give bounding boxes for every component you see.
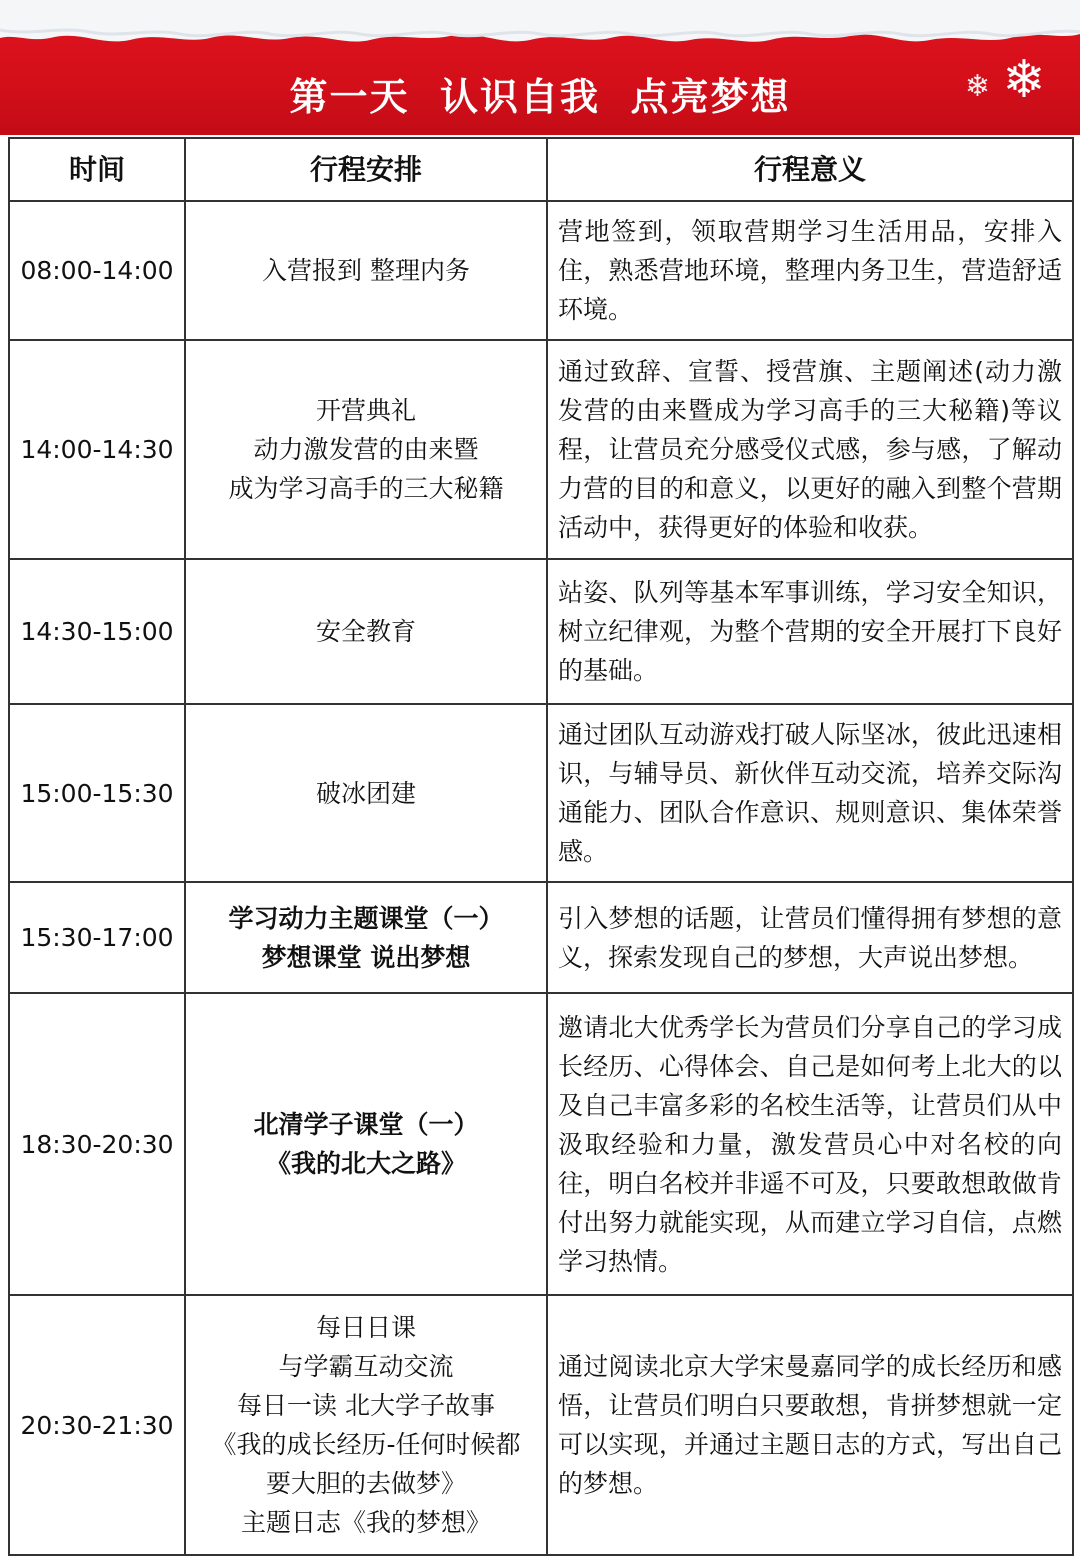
meaning-cell: 通过团队互动游戏打破人际坚冰，彼此迅速相识，与辅导员、新伙伴互动交流，培养交际沟通能力、团队合作意识、规则意识、集体荣誉感。 [547,704,1073,882]
plan-line: 每日一读 北大学子故事 [237,1391,495,1420]
plan-cell [185,993,547,1295]
table-row [9,559,1073,704]
meaning-cell: 引入梦想的话题，让营员们懂得拥有梦想的意义，探索发现自己的梦想，大声说出梦想。 [547,882,1073,993]
plan-line: 每日日课 [315,1313,416,1342]
snow-decoration [0,0,1080,60]
plan-cell [185,882,547,993]
plan-cell [185,340,547,559]
schedule-table [8,137,1074,1556]
header-meaning: 行程意义 [547,138,1073,201]
time-cell: 15:00-15:30 [9,704,185,882]
header-time: 时间 [9,138,185,201]
time-cell: 18:30-20:30 [9,993,185,1295]
time-cell: 20:30-21:30 [9,1295,185,1555]
meaning-cell: 通过致辞、宣誓、授营旗、主题阐述(动力激发营的由来暨成为学习高手的三大秘籍)等议程，让营员充分感受仪式感，参与感，了解动力营的目的和意义，以更好的融入到整个营期活动中，获得更好的体验和收获。 [547,340,1073,559]
plan-line: 与学霸互动交流 [278,1352,454,1381]
plan-line: 开营典礼 [315,396,416,425]
plan-cell [185,559,547,704]
day-title: 第一天 认识自我 点亮梦想 [289,75,791,119]
plan-cell [185,704,547,882]
plan-line: 《我的北大之路》 [265,1149,466,1178]
plan-line: 《我的成长经历-任何时候都 [211,1430,521,1459]
table-row [9,201,1073,340]
plan-line: 成为学习高手的三大秘籍 [228,474,504,503]
plan-line: 梦想课堂 说出梦想 [261,942,471,972]
table-row [9,704,1073,882]
snowflake-icon: ❄ [964,69,990,104]
snowflake-icon: ❄ [1002,50,1046,110]
header-row [9,138,1073,201]
time-cell: 15:30-17:00 [9,882,185,993]
plan-line: 主题日志《我的梦想》 [240,1508,491,1537]
plan-cell [185,1295,547,1555]
plan-line: 破冰团建 [315,778,416,808]
meaning-cell: 站姿、队列等基本军事训练，学习安全知识，树立纪律观，为整个营期的安全开展打下良好的基础。 [547,559,1073,704]
table-row [9,993,1073,1295]
time-cell: 08:00-14:00 [9,201,185,340]
meaning-cell: 邀请北大优秀学长为营员们分享自己的学习成长经历、心得体会、自己是如何考上北大的以及自己丰富多彩的名校生活等，让营员们从中汲取经验和力量，激发营员心中对名校的向往，明白名校并非遥不可及，只要敢想敢做肯付出努力就能实现，从而建立学习自信，点燃学习热情。 [547,993,1073,1295]
time-cell: 14:00-14:30 [9,340,185,559]
plan-line: 要大胆的去做梦》 [265,1469,466,1498]
table-row [9,1295,1073,1555]
header-plan: 行程安排 [185,138,547,201]
plan-cell [185,201,547,340]
plan-line: 北清学子课堂（一） [253,1110,479,1139]
plan-line: 入营报到 整理内务 [262,256,470,285]
meaning-cell: 营地签到，领取营期学习生活用品，安排入住，熟悉营地环境，整理内务卫生，营造舒适环境。 [547,201,1073,340]
title-banner [0,0,1080,135]
plan-line: 安全教育 [315,617,416,646]
plan-line: 动力激发营的由来暨 [253,435,479,464]
meaning-cell: 通过阅读北京大学宋曼嘉同学的成长经历和感悟，让营员们明白只要敢想，肯拼梦想就一定可以实现，并通过主题日志的方式，写出自己的梦想。 [547,1295,1073,1555]
time-cell: 14:30-15:00 [9,559,185,704]
table-row [9,882,1073,993]
table-row [9,340,1073,559]
plan-line: 学习动力主题课堂（一） [228,903,504,933]
